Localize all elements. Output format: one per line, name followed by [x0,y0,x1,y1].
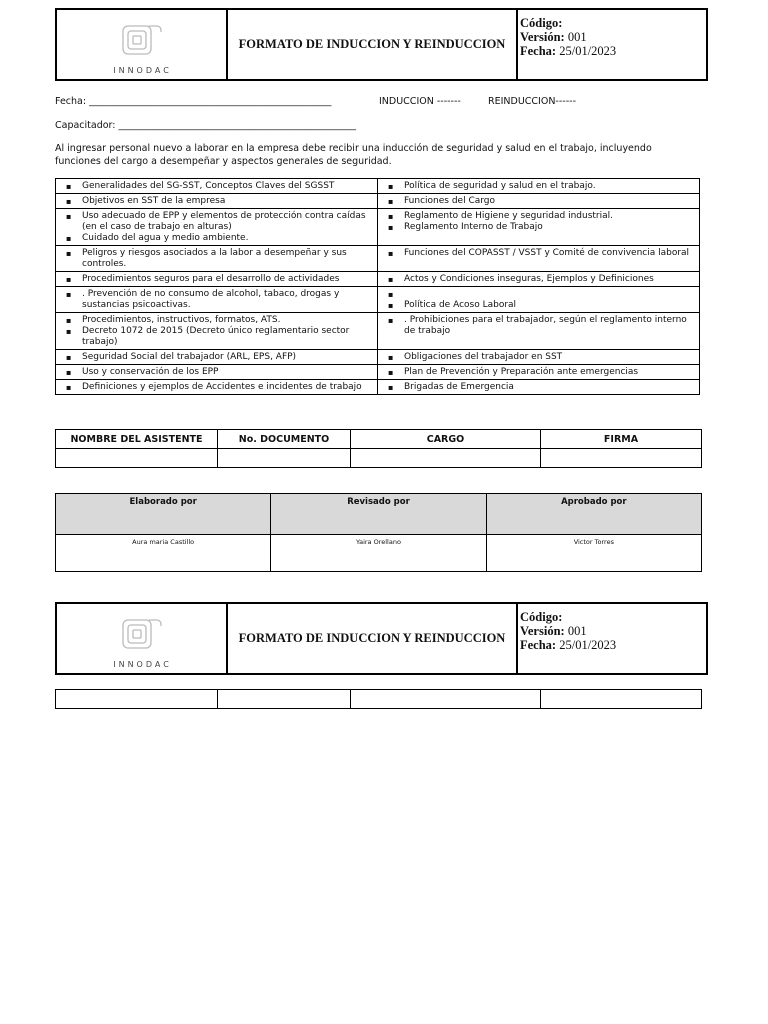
topics-row [56,194,700,209]
innodac-logo-icon [119,614,165,654]
version-label: Versión: [520,624,565,638]
topic-item: ▪ Reglamento de Higiene y seguridad industrial. [404,211,695,222]
attendee-cargo-cell[interactable] [351,449,541,468]
topic-item: ▪ Cuidado del agua y medio ambiente. [82,233,373,244]
topics-row [56,313,700,350]
logo-cell [57,604,228,673]
elaborado-por-label: Elaborado por [56,494,271,535]
attendee-document-cell[interactable] [218,690,351,709]
topics-cell-right [378,380,700,395]
col-documento: No. DOCUMENTO [218,430,351,449]
attendee-document-cell[interactable] [218,449,351,468]
document-meta [520,610,616,652]
topics-row [56,380,700,395]
topics-cell-right [378,365,700,380]
attendee-row [56,449,702,468]
codigo-label: Código: [520,610,563,624]
attendee-firma-cell[interactable] [541,449,702,468]
topic-item: ▪ Funciones del Cargo [404,196,695,207]
version-value: 001 [567,624,587,638]
topics-cell-right [378,209,700,246]
attendees-header-row [56,430,702,449]
fecha-label: Fecha: [520,638,557,652]
document-meta [520,16,616,58]
logo-text: INNODAC [113,66,172,75]
topics-cell-left [56,350,378,365]
topic-item: ▪ . Prevención de no consumo de alcohol, tabaco, drogas y sustancias psicoactivas. [82,289,373,311]
attendee-firma-cell[interactable] [541,690,702,709]
aprobado-por-label: Aprobado por [486,494,701,535]
topic-item: ▪ Procedimientos seguros para el desarrollo de actividades [82,274,373,285]
version-label: Versión: [520,30,565,44]
codigo-label: Código: [520,16,563,30]
topic-item: ▪ Actos y Condiciones inseguras, Ejemplos y Definiciones [404,274,695,285]
topic-item: ▪ . Prohibiciones para el trabajador, según el reglamento interno de trabajo [404,315,695,337]
col-nombre: NOMBRE DEL ASISTENTE [56,430,218,449]
topic-item: ▪ Seguridad Social del trabajador (ARL, EPS, AFP) [82,352,373,363]
topics-cell-right [378,179,700,194]
induccion-option[interactable]: INDUCCION ------- [379,96,461,107]
topic-item: ▪ Uso adecuado de EPP y elementos de protección contra caídas (en el caso de trabajo en alturas) [82,211,373,233]
topic-item: ▪ Política de seguridad y salud en el trabajo. [404,181,695,192]
document-header-page-2 [55,602,708,675]
attendees-table-continued [55,689,702,709]
attendee-name-cell[interactable] [56,690,218,709]
topics-row [56,365,700,380]
topics-cell-left [56,272,378,287]
attendee-row [56,690,702,709]
topics-row [56,209,700,246]
col-firma: FIRMA [541,430,702,449]
topics-cell-right [378,272,700,287]
innodac-logo-icon [119,20,165,60]
aprobado-por-name: Victor Torres [486,535,701,572]
topic-item: ▪ Procedimientos, instructivos, formatos, ATS. [82,315,373,326]
topics-cell-left [56,365,378,380]
topics-row [56,179,700,194]
attendee-name-cell[interactable] [56,449,218,468]
topic-item: ▪ Uso y conservación de los EPP [82,367,373,378]
document-title: FORMATO DE INDUCCION Y REINDUCCION [228,604,518,673]
topic-item: ▪ Objetivos en SST de la empresa [82,196,373,207]
topic-item: ▪ Decreto 1072 de 2015 (Decreto único reglamentario sector trabajo) [82,326,373,348]
fecha-value: 25/01/2023 [559,44,617,58]
fecha-label: Fecha: [520,44,557,58]
intro-paragraph: Al ingresar personal nuevo a laborar en la empresa debe recibir una inducción de seguridad y salud en el trabajo, incluyendo funciones del cargo a desempeñar y aspectos generales de seguridad. [55,143,652,167]
topics-cell-left [56,209,378,246]
topic-item: ▪ Funciones del COPASST / VSST y Comité de convivencia laboral [404,248,695,259]
capacitador-line[interactable]: Capacitador: __________________________________________________ [55,120,357,131]
document-header [55,8,708,81]
elaborado-por-name: Aura maria Castillo [56,535,271,572]
topics-cell-left [56,194,378,209]
fecha-value: 25/01/2023 [559,638,617,652]
col-cargo: CARGO [351,430,541,449]
logo-text: INNODAC [113,660,172,669]
topic-item: ▪ Peligros y riesgos asociados a la labor a desempeñar y sus controles. [82,248,373,270]
topics-row [56,272,700,287]
topics-cell-right [378,313,700,350]
approvals-names-row [56,535,702,572]
topics-row [56,246,700,272]
approvals-table [55,493,702,572]
revisado-por-label: Revisado por [271,494,486,535]
version-value: 001 [567,30,587,44]
revisado-por-name: Yaira Orellano [271,535,486,572]
topic-item: ▪ Generalidades del SG-SST, Conceptos Claves del SGSST [82,181,373,192]
topics-cell-right [378,194,700,209]
topics-cell-left [56,313,378,350]
topics-cell-right [378,287,700,313]
document-title: FORMATO DE INDUCCION Y REINDUCCION [228,10,518,79]
topic-item: ▪ Obligaciones del trabajador en SST [404,352,695,363]
logo-cell [57,10,228,79]
topic-item: ▪ Reglamento Interno de Trabajo [404,222,695,233]
topic-item: ▪ Definiciones y ejemplos de Accidentes e incidentes de trabajo [82,382,373,393]
attendee-cargo-cell[interactable] [351,690,541,709]
fecha-line[interactable]: Fecha: ___________________________________________________ [55,96,332,107]
topic-item: ▪ Brigadas de Emergencia [404,382,695,393]
approvals-header-row [56,494,702,535]
topic-item: ▪ Política de Acoso Laboral [404,300,695,311]
attendees-table [55,429,702,468]
topics-cell-left [56,380,378,395]
topics-cell-left [56,287,378,313]
topics-cell-left [56,246,378,272]
reinduccion-option[interactable]: REINDUCCION------ [488,96,577,107]
topics-cell-right [378,246,700,272]
topics-table [55,178,700,395]
topics-row [56,287,700,313]
topics-row [56,350,700,365]
topics-cell-left [56,179,378,194]
topic-item [404,289,695,300]
topics-cell-right [378,350,700,365]
topic-item: ▪ Plan de Prevención y Preparación ante emergencias [404,367,695,378]
